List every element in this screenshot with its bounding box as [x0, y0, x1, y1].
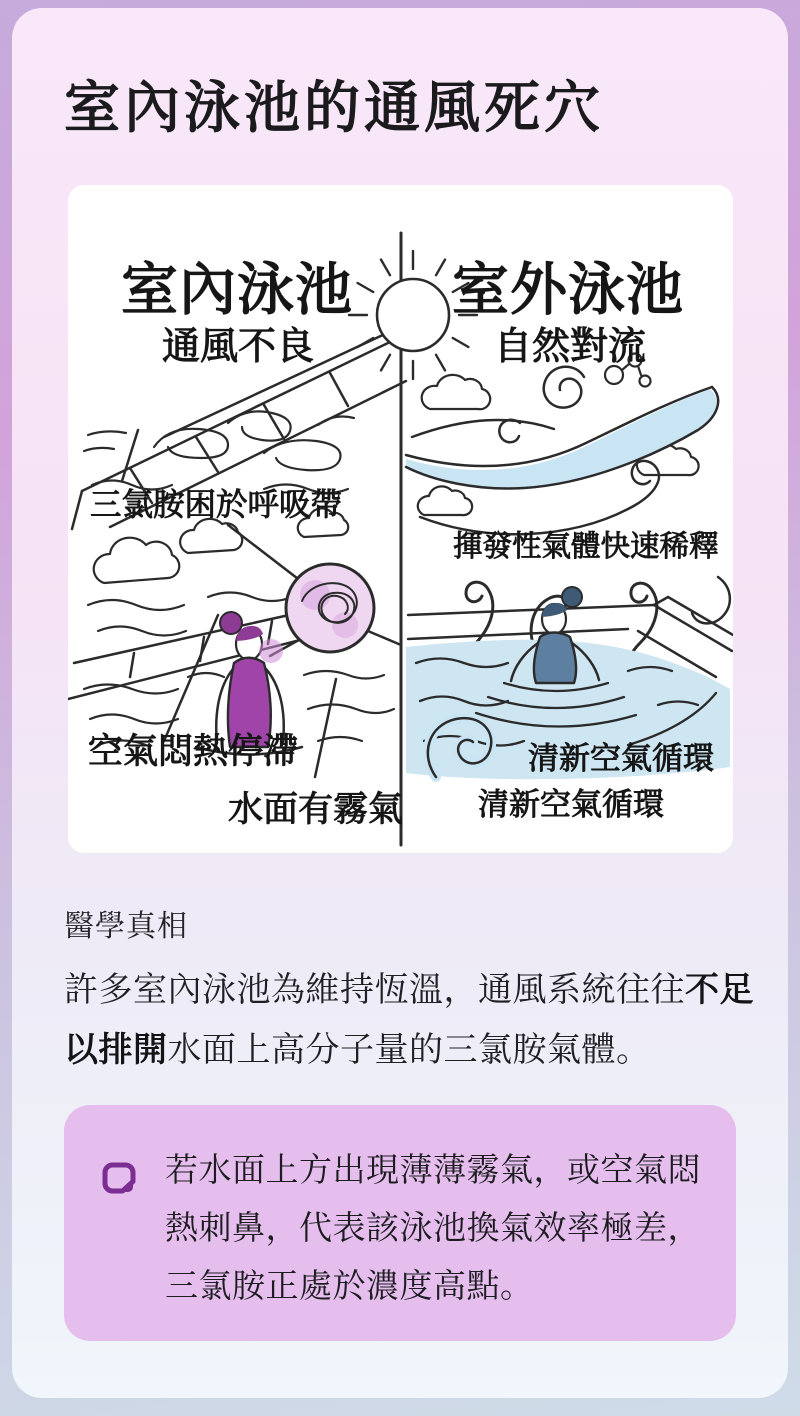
indoor-label-stagnant: 空氣悶熱停滯 [88, 732, 299, 771]
paragraph-normal-1: 許多室內泳池為維持恆溫，通風系統往往 [64, 971, 685, 1009]
pointer-to-magnifier [228, 525, 306, 585]
chloramine-magnifier [270, 564, 374, 656]
paragraph-bold: 不足以排開 [64, 971, 754, 1069]
callout-text: 若水面上方出現薄薄霧氣，或空氣悶熱刺鼻，代表該泳池換氣效率極差，三氯胺正處於濃度高點。 [165, 1151, 701, 1304]
paragraph-normal-2: 水面上高分子量的三氯胺氣體。 [167, 1031, 651, 1069]
page-title: 室內泳池的通風死穴 [64, 76, 604, 139]
outdoor-subtitle: 自然對流 [493, 326, 647, 368]
medical-paragraph [64, 960, 756, 1080]
wind-ribbon [406, 367, 730, 624]
pointer-roof-label [122, 430, 138, 481]
infographic-panel [68, 185, 733, 853]
callout-box [64, 1105, 736, 1341]
outdoor-label-fresh-1: 清新空氣循環 [528, 741, 714, 776]
outdoor-label-fresh-2: 清新空氣循環 [478, 787, 664, 822]
indoor-label-trapped: 三氯胺困於呼吸帶 [90, 486, 343, 522]
indoor-title: 室內泳池 [121, 258, 353, 322]
pool-comparison-illustration [68, 185, 733, 853]
outdoor-title: 室外泳池 [452, 258, 684, 322]
section-heading: 醫學真相 [64, 910, 188, 943]
outdoor-label-dilution: 揮發性氣體快速稀釋 [453, 530, 719, 563]
indoor-subtitle: 通風不良 [161, 326, 315, 368]
pointer-mist-label [315, 679, 336, 777]
sticky-note-icon [102, 1161, 136, 1195]
article-card [12, 8, 788, 1398]
indoor-label-mist: 水面有霧氣 [228, 790, 404, 829]
